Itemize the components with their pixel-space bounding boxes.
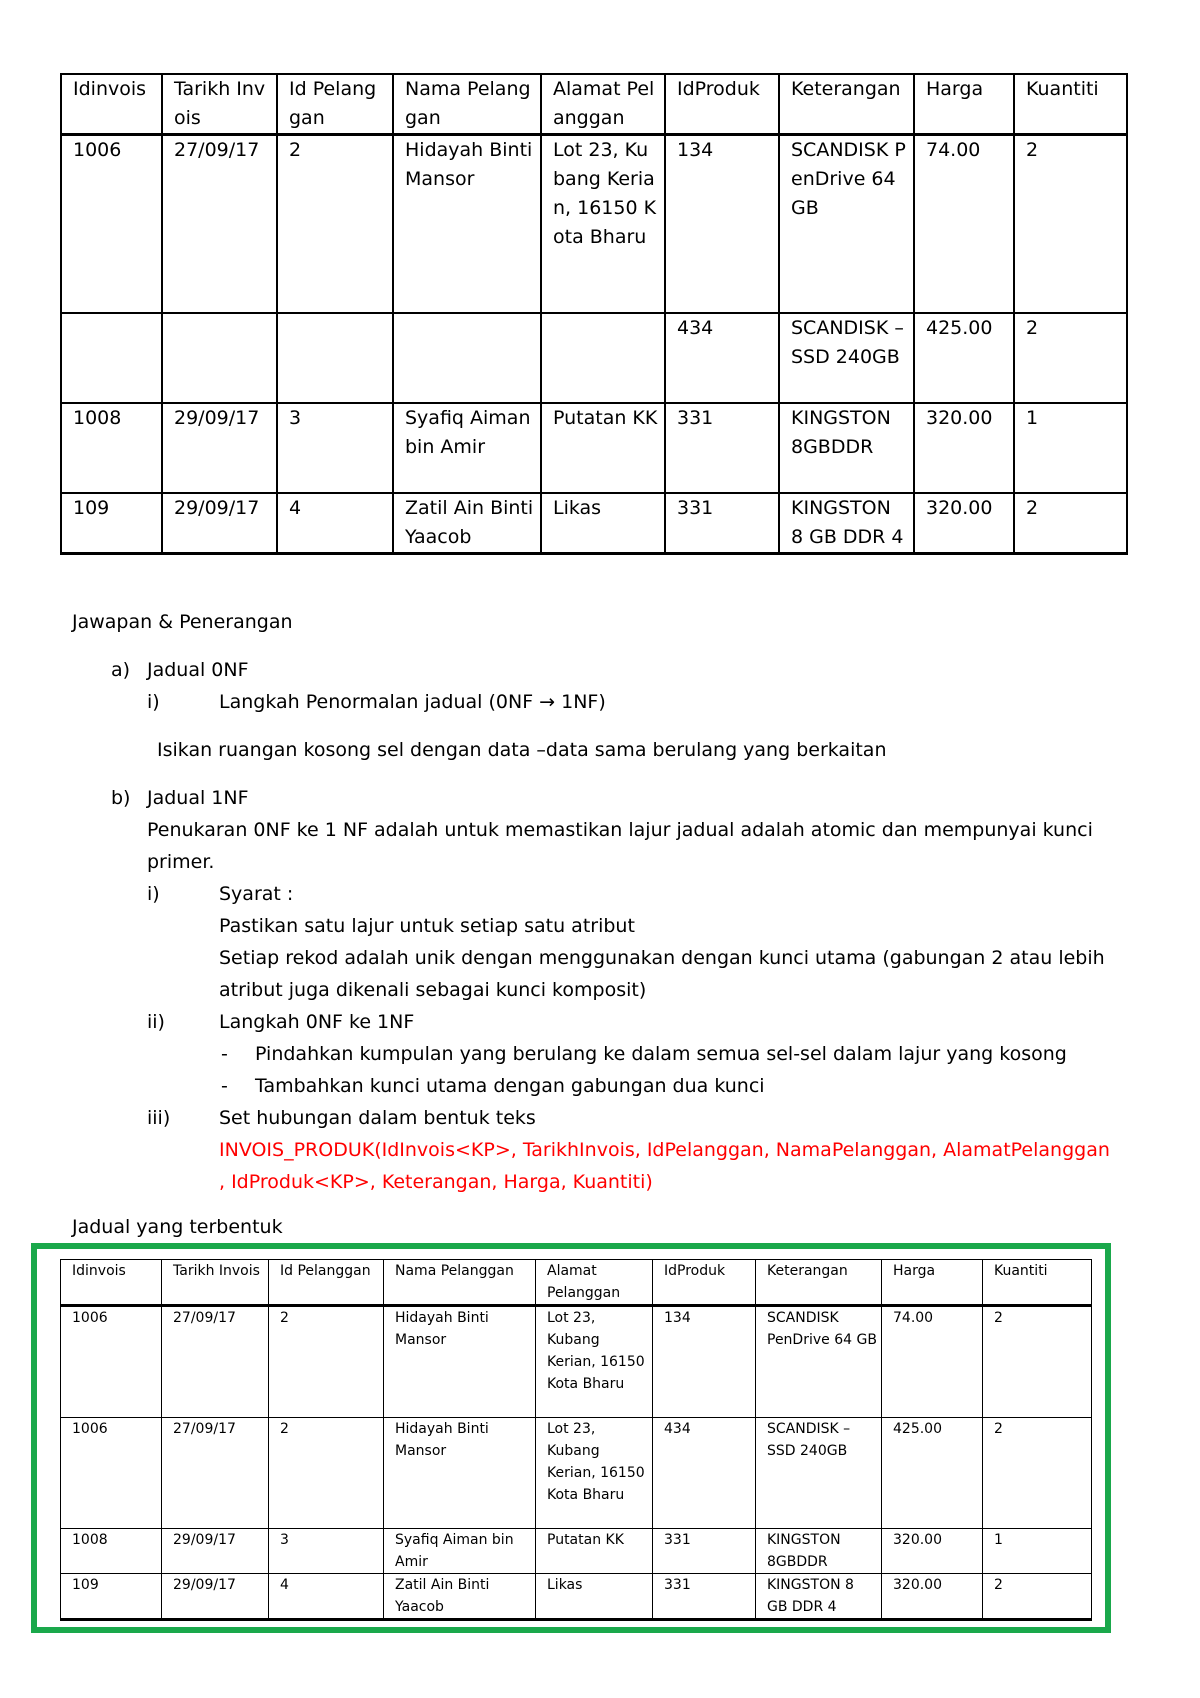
table-cell: Lot 23, Kubang Kerian, 16150 Kota Bharu bbox=[536, 1418, 653, 1529]
header-cell: IdProduk bbox=[653, 1260, 756, 1306]
table-1nf bbox=[60, 1259, 1092, 1621]
table-header-row bbox=[61, 1260, 1092, 1306]
table-cell: 331 bbox=[665, 403, 779, 493]
table-cell: Hidayah Binti Mansor bbox=[384, 1418, 536, 1529]
table-cell: 331 bbox=[653, 1529, 756, 1574]
table-cell: 29/09/17 bbox=[162, 1529, 269, 1574]
table-cell: 109 bbox=[61, 1574, 162, 1620]
table-cell: 2 bbox=[983, 1574, 1092, 1620]
table-cell: 331 bbox=[653, 1574, 756, 1620]
condition-line: atribut juga dikenali sebagai kunci komposit) bbox=[219, 979, 647, 1001]
table-cell: 320.00 bbox=[914, 403, 1014, 493]
list-marker: iii) bbox=[147, 1107, 171, 1129]
step-text: Pindahkan kumpulan yang berulang ke dalam semua sel-sel dalam lajur yang kosong bbox=[255, 1043, 1067, 1065]
header-cell: Idinvois bbox=[61, 1260, 162, 1306]
table-cell: 434 bbox=[665, 313, 779, 403]
table-0nf bbox=[60, 73, 1128, 555]
subitem-title: Langkah 0NF ke 1NF bbox=[219, 1011, 415, 1033]
table-cell: 2 bbox=[1014, 493, 1127, 554]
note-text: Isikan ruangan kosong sel dengan data –data sama berulang yang berkaitan bbox=[157, 739, 887, 761]
item-title: Jadual 0NF bbox=[147, 659, 249, 681]
table-cell bbox=[61, 313, 162, 403]
table-cell: Likas bbox=[541, 493, 665, 554]
list-marker: i) bbox=[147, 691, 160, 713]
header-cell: Kuantiti bbox=[983, 1260, 1092, 1306]
table-cell: 2 bbox=[277, 135, 393, 314]
table-cell: 74.00 bbox=[882, 1306, 983, 1418]
table-cell: KINGSTON 8 GB DDR 4 bbox=[756, 1574, 882, 1620]
table-cell: 1008 bbox=[61, 1529, 162, 1574]
table-cell: 27/09/17 bbox=[162, 135, 277, 314]
table-cell: 3 bbox=[277, 403, 393, 493]
condition-line: Setiap rekod adalah unik dengan menggunakan dengan kunci utama (gabungan 2 atau lebih bbox=[219, 947, 1105, 969]
step-text: Langkah Penormalan jadual (0NF → 1NF) bbox=[219, 691, 606, 713]
table-cell: Putatan KK bbox=[541, 403, 665, 493]
header-cell: Harga bbox=[914, 74, 1014, 135]
table-row bbox=[61, 493, 1127, 554]
table-cell: KINGSTON 8GBDDR bbox=[756, 1529, 882, 1574]
table-cell: 1006 bbox=[61, 1306, 162, 1418]
header-cell: Kuantiti bbox=[1014, 74, 1127, 135]
table-cell: 109 bbox=[61, 493, 162, 554]
table-cell: SCANDISK – SSD 240GB bbox=[756, 1418, 882, 1529]
table-cell: 434 bbox=[653, 1418, 756, 1529]
list-marker: i) bbox=[147, 883, 160, 905]
item-title: Jadual 1NF bbox=[147, 787, 249, 809]
table-cell: Zatil Ain Binti Yaacob bbox=[384, 1574, 536, 1620]
result-heading: Jadual yang terbentuk bbox=[72, 1216, 283, 1238]
table-cell bbox=[393, 313, 541, 403]
table-cell: 2 bbox=[1014, 313, 1127, 403]
header-cell: Keterangan bbox=[756, 1260, 882, 1306]
header-cell: IdProduk bbox=[665, 74, 779, 135]
table-cell: 2 bbox=[269, 1418, 384, 1529]
header-cell: Harga bbox=[882, 1260, 983, 1306]
table-cell: 320.00 bbox=[882, 1529, 983, 1574]
table-cell: 27/09/17 bbox=[162, 1306, 269, 1418]
dash-bullet: - bbox=[221, 1075, 228, 1097]
table-cell: Hidayah Binti Mansor bbox=[384, 1306, 536, 1418]
table-cell: 1 bbox=[983, 1529, 1092, 1574]
subitem-title: Syarat : bbox=[219, 883, 294, 905]
header-cell: Nama Pelanggan bbox=[384, 1260, 536, 1306]
table-cell: 1 bbox=[1014, 403, 1127, 493]
table-cell: Syafiq Aiman bin Amir bbox=[384, 1529, 536, 1574]
table-cell: Likas bbox=[536, 1574, 653, 1620]
table-cell: 4 bbox=[269, 1574, 384, 1620]
table-cell: 425.00 bbox=[882, 1418, 983, 1529]
header-cell: Id Pelanggan bbox=[269, 1260, 384, 1306]
table-cell: 2 bbox=[1014, 135, 1127, 314]
subitem-title: Set hubungan dalam bentuk teks bbox=[219, 1107, 536, 1129]
header-cell: Alamat Pelanggan bbox=[536, 1260, 653, 1306]
table-cell: Lot 23, Kubang Kerian, 16150 Kota Bharu bbox=[536, 1306, 653, 1418]
table-cell: 29/09/17 bbox=[162, 493, 277, 554]
table-cell bbox=[162, 313, 277, 403]
list-marker: b) bbox=[111, 787, 131, 809]
table-cell: 1008 bbox=[61, 403, 162, 493]
table-cell: 425.00 bbox=[914, 313, 1014, 403]
table-row bbox=[61, 135, 1127, 314]
table-header-row bbox=[61, 74, 1127, 135]
table-cell: Hidayah Binti Mansor bbox=[393, 135, 541, 314]
table-cell: 2 bbox=[983, 1306, 1092, 1418]
table-cell: Zatil Ain Binti Yaacob bbox=[393, 493, 541, 554]
table-row bbox=[61, 313, 1127, 403]
table-cell: 320.00 bbox=[882, 1574, 983, 1620]
table-cell: 331 bbox=[665, 493, 779, 554]
step-text: Tambahkan kunci utama dengan gabungan dua kunci bbox=[255, 1075, 765, 1097]
table-cell: SCANDISK PenDrive 64 GB bbox=[779, 135, 914, 314]
table-cell bbox=[541, 313, 665, 403]
table-cell: KINGSTON 8 GB DDR 4 bbox=[779, 493, 914, 554]
header-cell: Tarikh Invois bbox=[162, 1260, 269, 1306]
table-row bbox=[61, 1418, 1092, 1529]
table-cell: 134 bbox=[653, 1306, 756, 1418]
table-cell: Lot 23, Kubang Kerian, 16150 Kota Bharu bbox=[541, 135, 665, 314]
table-cell: 74.00 bbox=[914, 135, 1014, 314]
table-cell: 3 bbox=[269, 1529, 384, 1574]
paragraph-line: primer. bbox=[147, 851, 215, 873]
table-cell: 29/09/17 bbox=[162, 403, 277, 493]
table-row bbox=[61, 1306, 1092, 1418]
relation-text: INVOIS_PRODUK(IdInvois<KP>, TarikhInvois, IdPelanggan, NamaPelanggan, AlamatPelanggan bbox=[219, 1139, 1110, 1161]
table-cell: 2 bbox=[269, 1306, 384, 1418]
header-cell: Id Pelanggan bbox=[277, 74, 393, 135]
table-cell: 2 bbox=[983, 1418, 1092, 1529]
table-cell: SCANDISK PenDrive 64 GB bbox=[756, 1306, 882, 1418]
header-cell: Idinvois bbox=[61, 74, 162, 135]
table-cell: SCANDISK –SSD 240GB bbox=[779, 313, 914, 403]
dash-bullet: - bbox=[221, 1043, 228, 1065]
table-cell: Syafiq Aiman bin Amir bbox=[393, 403, 541, 493]
header-cell: Tarikh Invois bbox=[162, 74, 277, 135]
paragraph-line: Penukaran 0NF ke 1 NF adalah untuk memastikan lajur jadual adalah atomic dan mempunyai kunci bbox=[147, 819, 1093, 841]
table-cell: 29/09/17 bbox=[162, 1574, 269, 1620]
header-cell: Nama Pelanggan bbox=[393, 74, 541, 135]
list-marker: ii) bbox=[147, 1011, 165, 1033]
table-cell: 134 bbox=[665, 135, 779, 314]
header-cell: Keterangan bbox=[779, 74, 914, 135]
list-marker: a) bbox=[111, 659, 131, 681]
table-cell: 27/09/17 bbox=[162, 1418, 269, 1529]
table-cell: 1006 bbox=[61, 135, 162, 314]
table-cell bbox=[277, 313, 393, 403]
table-row bbox=[61, 403, 1127, 493]
table-cell: 4 bbox=[277, 493, 393, 554]
header-cell: Alamat Pelanggan bbox=[541, 74, 665, 135]
table-row bbox=[61, 1574, 1092, 1620]
table-cell: 320.00 bbox=[914, 493, 1014, 554]
condition-line: Pastikan satu lajur untuk setiap satu atribut bbox=[219, 915, 635, 937]
section-heading: Jawapan & Penerangan bbox=[72, 611, 293, 633]
table-row bbox=[61, 1529, 1092, 1574]
table-cell: Putatan KK bbox=[536, 1529, 653, 1574]
table-cell: KINGSTON 8GBDDR bbox=[779, 403, 914, 493]
table-cell: 1006 bbox=[61, 1418, 162, 1529]
relation-text: , IdProduk<KP>, Keterangan, Harga, Kuantiti) bbox=[219, 1171, 653, 1193]
